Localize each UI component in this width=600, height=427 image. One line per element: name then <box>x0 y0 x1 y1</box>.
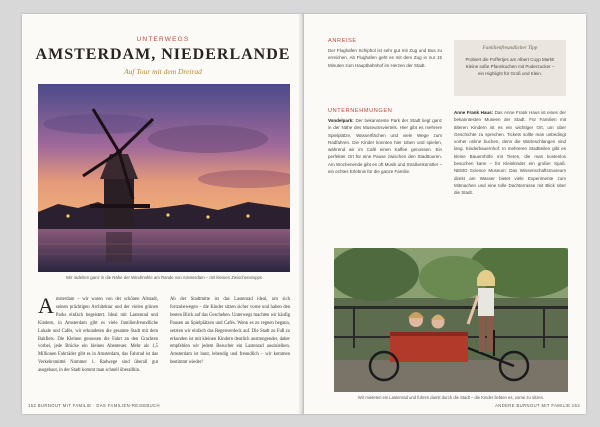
left-body-column-1 <box>38 293 158 375</box>
anne-frank-label: Anne Frank Haus: <box>454 110 494 115</box>
cargo-bike-caption: Wir mieteten ein Lastenrad und fuhren damit durch die Stadt – die Kinder liebten es, vorne zu sitzen. <box>357 395 545 400</box>
page-title: AMSTERDAM, NIEDERLANDE <box>35 46 291 63</box>
left-page-footer: 152 BURNOUT MIT FAMILIE · DAS FAMILIEN-REISEBUCH <box>28 403 160 408</box>
anreise-heading: ANREISE <box>328 38 357 44</box>
right-body-text-2: Das Anne Frank Haus ist eines der bekanntesten Museen der Stadt. Für Familien mit älteren Kindern ist es ein wichtiger Ort, um über Geschichte zu sprechen. Tickets sollte man unbedingt vorher online buchen, denn die Warteschlangen sind lang. Kinderbauernhof: In mehreren Stadtteilen gibt es kleine Bauernhöfe mit Tieren, die man kostenlos besuchen kann – für Kleinkinder ein großer Spaß. NEMO Science Museum: Das Wissenschaftsmuseum direkt am Wasser bietet viele Experimente zum Mitmachen und eine tolle Dachterrasse mit Blick über die Stadt. <box>454 110 566 196</box>
tip-box <box>454 40 566 96</box>
unternehmungen-heading: UNTERNEHMUNGEN <box>328 108 393 114</box>
page-subtitle: Auf Tour mit dem Dreirad <box>124 67 202 76</box>
windmill-caption: Wir radelten ganz in die Nähe der Windmühle am Rande von Amsterdam – mit kleinen Zwischenstopps <box>65 275 263 280</box>
drop-cap: A <box>38 293 54 318</box>
right-page-footer: ANDERE BURNOUT MIT FAMILIE 153 <box>495 403 580 408</box>
tip-title: Familienfreundlicher Tipp <box>482 45 538 51</box>
right-page <box>304 14 586 414</box>
left-body-text-1: msterdam – wir waren von der schönen Altstadt, seinen prächtigen Architektur und der vielen grünen Parks einfach begeistert. Ideal mit Lastenrad und Kindern, in Amsterdam gibt es viele familienfreundliche Lokale und Cafés, wir erkundeten die gesamte Stadt mit dem Bakfiets. Die Kleinen genossen die Fahrt an den Grachten vorbei, jede Brücke ein kleines Abenteuer. Mehr als 1,5 Millionen Fahrräder gibt es in Amsterdam, das Fahrrad ist das Verkehrsmittel Nummer 1. Radwege sind überall gut ausgebaut, in der Stadt kommt man schnell überallhin. <box>38 297 158 374</box>
unternehmungen-text-block <box>328 117 442 175</box>
windmill-photo <box>38 84 290 272</box>
anreise-text: Der Flughafen Schiphol ist sehr gut mit Zug und Bus zu erreichen. Ab Flughafen geht es mit dem Zug in nur 15 Minuten zum Hauptbahnhof im Herzen der Stadt. <box>328 48 442 68</box>
right-body-column-2 <box>454 109 566 197</box>
left-page <box>22 14 304 414</box>
kicker: UNTERWEGS <box>136 36 190 43</box>
unternehmungen-label: Vondelpark: <box>328 118 354 123</box>
unternehmungen-text: Der bekannteste Park der Stadt liegt ganz in der Nähe des Museumsviertels. Hier gibt es mehrere Spielplätze, Wasserflächen und viele Wege zum Radfahren. Die Kinder konnten hier toben und spielen, während wir im Café einen Kaffee genossen. Ein perfekter Ort für eine Pause zwischen den Stadttouren. Am Wochenende gibt es oft Musik und Straßenkünstler – ein echtes Erlebnis für die ganze Familie. <box>328 118 442 175</box>
tip-text: Probiert die Poffertjes am Albert Cuyp Markt! Kleine süße Pfannkuchen mit Puderzucker – ein Highlight für Groß und Klein. <box>465 57 555 76</box>
left-body-column-2: Ab der Stadtmitte ist das Lastenrad ideal, um sich fortzubewegen – die Kinder sitzen sicher vorne und haben den besten Blick auf das Geschehen. Unterwegs machten wir häufig Pausen an Spielplätzen und Cafés. Wenn es zu regnen begann, setzten wir einfach das Regenverdeck auf. Die Stadt zu Fuß zu erkunden ist mit kleinen Kindern deutlich anstrengender, daher empfehlen wir jedem Besucher ein Lastenrad auszuleihen. Amsterdam ist bunt, lebendig und freundlich – wir kommen bestimmt wieder! <box>170 297 290 366</box>
cargo-bike-photo <box>334 248 568 392</box>
